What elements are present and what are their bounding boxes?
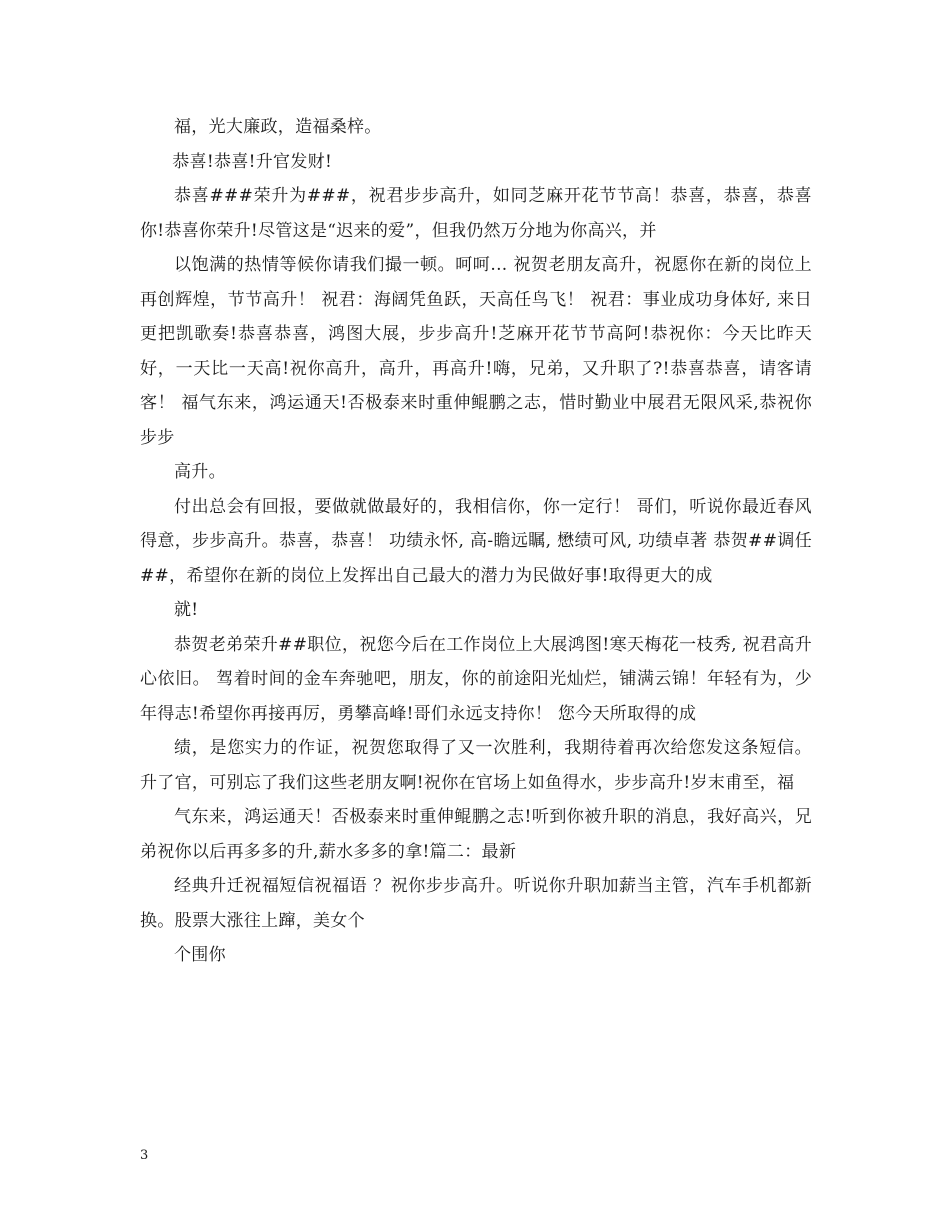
document-body [140,110,812,973]
paragraph-2: 恭喜!恭喜!升官发财! [172,151,333,172]
paragraph-11: 经典升迁祝福短信祝福语 ？祝你步步高升。听说你升职加薪当主管，汽车手机都新换。股票大涨往上蹿，美女个 [140,876,812,931]
paragraph-7: 就! [174,600,199,620]
page-number: 3 [140,1148,149,1163]
paragraph-3: 恭喜###荣升为###，祝君步步高升，如同芝麻开花节节高！恭喜，恭喜，恭喜你!恭喜你荣升!尽管这是“迟来的爱”，但我仍然万分地为你高兴，并 [140,186,812,241]
paragraph-4: 以饱满的热情等候你请我们撮一顿。呵呵... 祝贺老朋友高升，祝愿你在新的岗位上再创辉煌，节节高升！ 祝君：海阔凭鱼跃，天高任鸟飞！ 祝君：事业成功身体好, 来日更把凯歌奏!恭喜恭喜，鸿图大展，步步高升!芝麻开花节节高阿!恭祝你：今天比昨天好，一天比一天高!祝你高升，高升，再高升!嗨，兄弟，又升职了?!恭喜恭喜，请客请客！ 福气东来，鸿运通天!否极泰来时重伸鲲鹏之志，惜时勤业中展君无限风采,恭祝你步步 [140,255,812,448]
paragraph-12: 个围你 [174,945,226,965]
paragraph-9: 绩，是您实力的作证，祝贺您取得了又一次胜利，我期待着再次给您发这条短信。 升了官，可别忘了我们这些老朋友啊!祝你在官场上如鱼得水，步步高升!岁末甫至，福 [140,738,812,793]
paragraph-8: 恭贺老弟荣升##职位，祝您今后在工作岗位上大展鸿图!寒天梅花一枝秀, 祝君高升心依旧。 驾着时间的金车奔驰吧，朋友，你的前途阳光灿烂，铺满云锦！年轻有为，少年得志!希望你再接再厉，勇攀高峰!哥们永远支持你！ 您今天所取得的成 [140,634,812,724]
paragraph-6: 付出总会有回报，要做就做最好的，我相信你，你一定行！ 哥们，听说你最近春风得意，步步高升。恭喜，恭喜！ 功绩永怀, 高-瞻远瞩, 懋绩可风, 功绩卓著 恭贺##调任##，希望你在新的岗位上发挥出自己最大的潜力为民做好事!取得更大的成 [140,496,812,586]
paragraph-1: 福，光大廉政，造福桑梓。 [174,117,382,137]
paragraph-5: 高升。 [174,462,226,482]
paragraph-10: 气东来，鸿运通天！否极泰来时重伸鲲鹏之志!听到你被升职的消息，我好高兴，兄弟祝你以后再多多的升,薪水多多的拿!篇二：最新 [140,807,812,862]
